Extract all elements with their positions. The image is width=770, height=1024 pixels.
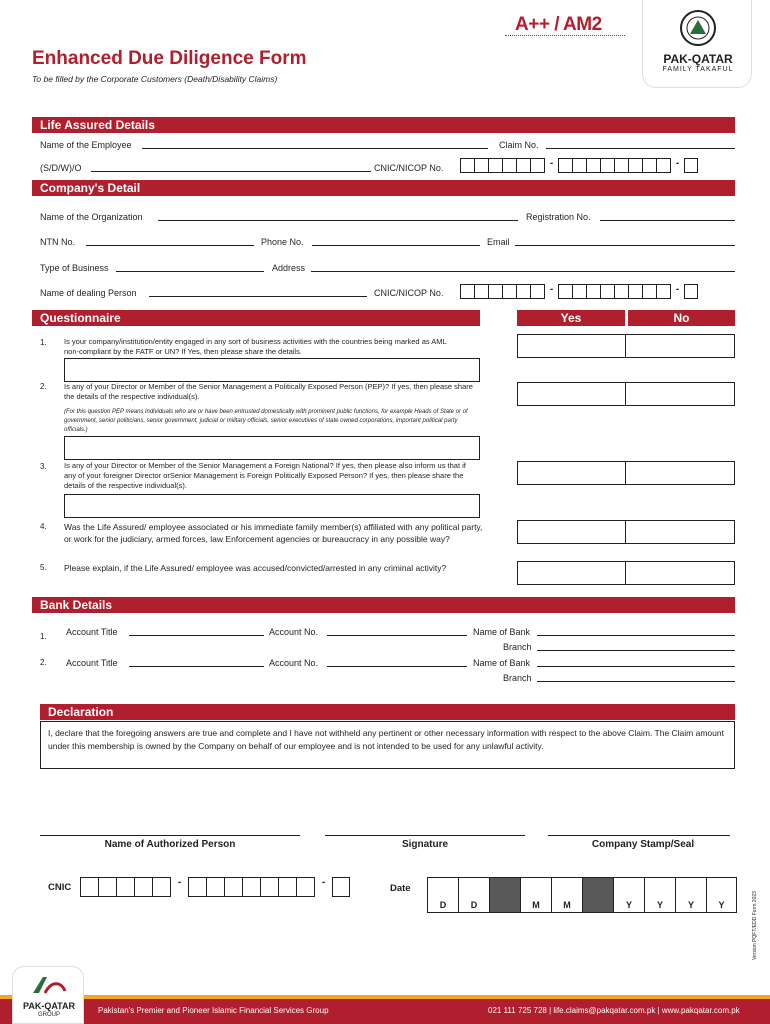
bank-1-name-field[interactable] (537, 635, 735, 636)
bank-2-name-label: Name of Bank (473, 658, 531, 668)
date-label: Date (390, 883, 411, 894)
org-label: Name of the Organization (40, 212, 143, 222)
q1-text: Is your company/institution/entity engaged in any sort of business activities with the countries being marked as AML non-compliant by the FATF or UN? If Yes, then please share the details. (64, 337, 447, 356)
header-divider-dots (505, 35, 625, 38)
date-m1: M (520, 877, 551, 913)
bank-1-branch-field[interactable] (537, 650, 735, 651)
footer-logo-text: PAK-QATAR (23, 1001, 75, 1011)
phone-label: Phone No. (261, 237, 304, 247)
q4-yes-no[interactable] (517, 520, 735, 544)
yes-header: Yes (517, 310, 625, 326)
stamp-line[interactable] (548, 835, 730, 836)
q2-details-box[interactable] (64, 436, 480, 460)
org-field[interactable] (158, 220, 518, 221)
q4-number: 4. (40, 522, 47, 531)
bank-1-accno-field[interactable] (327, 635, 467, 636)
brand-name: PAK-QATAR (663, 52, 733, 66)
cnic-label: CNIC/NICOP No. (374, 163, 444, 173)
q3-yes-no[interactable] (517, 461, 735, 485)
bank-1-name-label: Name of Bank (473, 627, 531, 637)
cnic-cells[interactable]: - - (460, 158, 698, 173)
bank-2-accno-label: Account No. (269, 658, 319, 668)
dealing-cnic-cells[interactable]: - - (460, 284, 698, 299)
footer-logo-card (12, 966, 84, 1024)
reg-field[interactable] (600, 220, 735, 221)
sdwo-label: (S/D/W)/O (40, 163, 82, 173)
auth-person-label: Name of Authorized Person (104, 839, 236, 850)
bank-2-accno-field[interactable] (327, 666, 467, 667)
q2-number: 2. (40, 382, 47, 391)
claim-no-field[interactable] (546, 148, 735, 149)
auth-person-line[interactable] (40, 835, 300, 836)
ntn-label: NTN No. (40, 237, 76, 247)
q1-yes-no[interactable] (517, 334, 735, 358)
group-logo-icon (29, 973, 69, 997)
bank-1-branch-label: Branch (503, 642, 532, 652)
email-field[interactable] (515, 245, 735, 246)
ntn-field[interactable] (86, 245, 254, 246)
dealing-person-label: Name of dealing Person (40, 288, 137, 298)
rating-badge: A++ / AM2 (515, 14, 602, 35)
q3-text: Is any of your Director or Member of the Senior Management a Foreign National? If yes, then please also inform us that if any of your foreigner Director orSenior Management is Foreign Politically Exposed Person? If yes, then please share the details of the respective individual(s). (64, 461, 466, 490)
address-field[interactable] (311, 271, 735, 272)
address-label: Address (272, 263, 306, 273)
footer-logo-sub: GROUP (37, 1012, 60, 1018)
phone-field[interactable] (312, 245, 480, 246)
signature-label: Signature (401, 839, 449, 850)
signoff-cnic-label: CNIC (48, 882, 72, 893)
dealing-cnic-label: CNIC/NICOP No. (374, 288, 444, 298)
date-sep-2 (582, 877, 613, 913)
bank-2-name-field[interactable] (537, 666, 735, 667)
page-subtitle: To be filled by the Corporate Customers (Death/Disability Claims) (32, 74, 278, 84)
brand-logo-card (642, 0, 752, 88)
q4-text: Was the Life Assured/ employee associated or his immediate family member(s) affiliated with any political party, or work for the judiciary, armed forces, law Enforcement agencies or bureaucracy in any possible way? (64, 522, 483, 544)
q5-text: Please explain, if the Life Assured/ employee was accused/convicted/arrested in any criminal activity? (64, 563, 447, 573)
claim-no-label: Claim No. (499, 140, 539, 150)
q1-number: 1. (40, 338, 47, 347)
date-sep-1 (489, 877, 520, 913)
declaration-text: I, declare that the foregoing answers are true and complete and I have not withheld any pertinent or other necessary information with respect to the above Claim. The Claim amount under this membership is owned by the Company on behalf of our employee and is not intended to be used for any unlawful activity. (48, 728, 724, 751)
email-label: Email (487, 237, 510, 247)
employee-name-field[interactable] (142, 148, 488, 149)
bank-2-branch-field[interactable] (537, 681, 735, 682)
date-y1: Y (613, 877, 644, 913)
q5-number: 5. (40, 563, 47, 572)
q2-text: Is any of your Director or Member of the Senior Management a Politically Exposed Person (PEP)? If yes, then please share the details of the respective individual(s). (64, 382, 473, 401)
date-y4: Y (706, 877, 737, 913)
date-m2: M (551, 877, 582, 913)
q1-details-box[interactable] (64, 358, 480, 382)
date-d2: D (458, 877, 489, 913)
reg-label: Registration No. (526, 212, 591, 222)
bank-1-title-field[interactable] (129, 635, 264, 636)
brand-sub: FAMILY TAKAFUL (662, 66, 734, 73)
q2-yes-no[interactable] (517, 382, 735, 406)
footer-contact: 021 111 725 728 | life.claims@pakqatar.com.pk | www.pakqatar.com.pk (488, 1006, 740, 1015)
dealing-person-field[interactable] (149, 296, 367, 297)
bank-2-number: 2. (40, 658, 47, 667)
business-type-field[interactable] (116, 271, 264, 272)
q5-yes-no[interactable] (517, 561, 735, 585)
date-y2: Y (644, 877, 675, 913)
business-type-label: Type of Business (40, 263, 109, 273)
date-cells[interactable] (427, 877, 737, 913)
bank-2-branch-label: Branch (503, 673, 532, 683)
section-life-assured: Life Assured Details (32, 117, 735, 133)
signoff-cnic-cells[interactable]: - - (80, 877, 350, 897)
q2-note: (For this question PEP means individuals who are or have been entrusted domestically with prominent public functions, for example Heads of State or of government, senior politicians, senior government, judicial or military officials, senior executives of state owned corporations, important political party officials.) (64, 409, 468, 433)
no-header: No (628, 310, 735, 326)
page-title: Enhanced Due Diligence Form (32, 48, 307, 69)
section-bank: Bank Details (32, 597, 735, 613)
employee-name-label: Name of the Employee (40, 140, 132, 150)
bank-1-number: 1. (40, 632, 47, 641)
date-d1: D (427, 877, 458, 913)
bank-1-accno-label: Account No. (269, 627, 319, 637)
sdwo-field[interactable] (91, 171, 371, 172)
section-declaration: Declaration (40, 704, 735, 720)
q3-details-box[interactable] (64, 494, 480, 518)
version-text: Version PQFT/EDD Form 2023 (752, 891, 758, 960)
bank-2-title-label: Account Title (66, 658, 118, 668)
seal-icon (678, 8, 718, 48)
bank-2-title-field[interactable] (129, 666, 264, 667)
signature-line[interactable] (325, 835, 525, 836)
q3-number: 3. (40, 462, 47, 471)
bank-1-title-label: Account Title (66, 627, 118, 637)
stamp-label: Company Stamp/Seal (591, 839, 695, 850)
section-company: Company's Detail (32, 180, 735, 196)
footer-tagline: Pakistan's Premier and Pioneer Islamic Financial Services Group (98, 1006, 329, 1015)
section-questionnaire: Questionnaire (32, 310, 480, 326)
date-y3: Y (675, 877, 706, 913)
